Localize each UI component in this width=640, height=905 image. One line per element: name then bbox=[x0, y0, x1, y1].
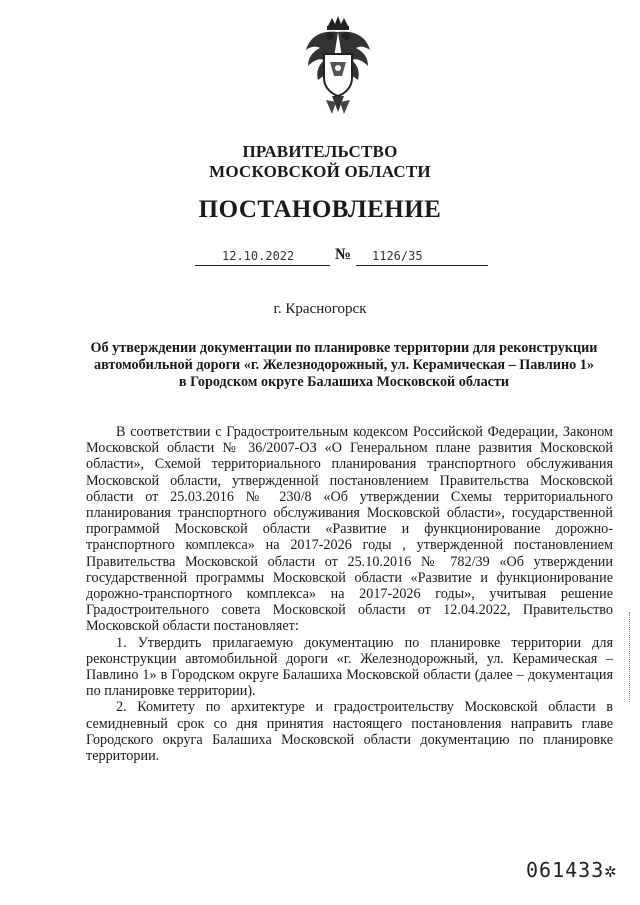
subject-line2: автомобильной дороги «г. Железнодорожный, ул. Керамическая – Павлино 1» bbox=[94, 357, 594, 373]
margin-mark bbox=[629, 612, 632, 702]
document-date: 12.10.2022 bbox=[222, 249, 295, 263]
government-title-line1: ПРАВИТЕЛЬСТВО bbox=[242, 142, 398, 161]
document-number: 1126/35 bbox=[372, 249, 423, 263]
government-title-line2: МОСКОВСКОЙ ОБЛАСТИ bbox=[209, 162, 431, 181]
document-type-title: ПОСТАНОВЛЕНИЕ bbox=[198, 196, 442, 223]
subject-line3: в Городском округе Балашиха Московской области bbox=[178, 374, 510, 390]
coat-of-arms-icon bbox=[302, 16, 374, 124]
item-2-paragraph: 2. Комитету по архитектуре и градостроительству Московской области в семидневный срок со дня принятия настоящего постановления направить главе Городского округа Балашиха Московской области документацию по планировке территории. bbox=[86, 699, 613, 765]
government-title bbox=[0, 142, 640, 182]
document-body bbox=[86, 424, 613, 764]
document-subject bbox=[70, 340, 618, 391]
number-underline bbox=[356, 265, 488, 266]
serial-stamp bbox=[526, 858, 617, 882]
item-1-paragraph: 1. Утвердить прилагаемую документацию по планировке территории для реконструкции автомобильной дороги «г. Железнодорожный, ул. Керамическая – Павлино 1» в Городском округе Балашиха Московской области (далее – документация по планировке территории). bbox=[86, 634, 613, 700]
city: г. Красногорск bbox=[273, 301, 367, 317]
stamp-mark-icon: ✲ bbox=[604, 858, 618, 882]
date-underline bbox=[195, 265, 330, 266]
number-sign: № bbox=[335, 246, 352, 263]
subject-line1: Об утверждении документации по планировке территории для реконструкции bbox=[90, 340, 598, 356]
stamp-number: 061433 bbox=[526, 858, 605, 882]
preamble-paragraph: В соответствии с Градостроительным кодексом Российской Федерации, Законом Московской области № 36/2007-ОЗ «О Генеральном плане развития Московской области», Схемой территориального планирования транспортного обслуживания Московской области, утвержденной постановлением Правительства Московской области от 25.03.2016 № 230/8 «Об утверждении Схемы территориального планирования транспортного обслуживания Московской области», государственной программой Московской области «Развитие и функционирование дорожно-транспортного комплекса» на 2017-2026 годы , утвержденной постановлением Правительства Московской области от 25.10.2016 № 782/39 «Об утверждении государственной программы Московской области «Развитие и функционирование дорожно-транспортного комплекса» на 2017-2026 годы», учитывая решение Градостроительного совета Московской области от 12.04.2022, Правительство Московской области постановляет: bbox=[86, 424, 613, 635]
